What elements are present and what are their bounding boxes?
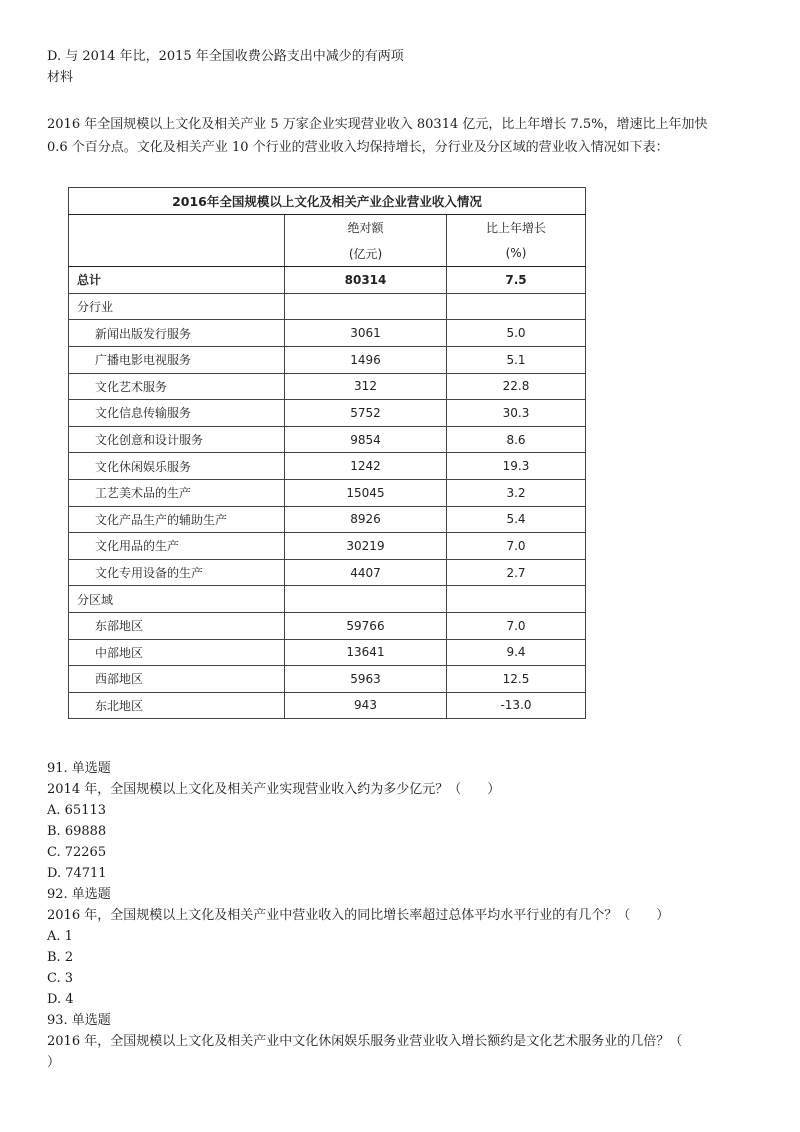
table-row (69, 559, 586, 586)
row-label: 文化信息传输服务 (69, 400, 285, 427)
row-value: 5752 (285, 400, 447, 427)
question-91-stem: 2014 年，全国规模以上文化及相关产业实现营业收入约为多少亿元？（ ） (47, 782, 501, 797)
table-row (69, 533, 586, 560)
row-value: 1496 (285, 346, 447, 373)
table-row-total (69, 267, 586, 294)
table-row (69, 479, 586, 506)
row-label: 东北地区 (69, 692, 285, 719)
row-label: 文化创意和设计服务 (69, 426, 285, 453)
section-label: 分区域 (69, 586, 285, 613)
table-row (69, 373, 586, 400)
row-growth: -13.0 (447, 692, 586, 719)
table-section-industry (69, 293, 586, 320)
intro-line-1: 2016 年全国规模以上文化及相关产业 5 万家企业实现营业收入 80314 亿元，比上年增长 7.5%，增速比上年加快 (47, 117, 708, 132)
row-growth: 2.7 (447, 559, 586, 586)
table-row (69, 666, 586, 693)
question-91-option-d[interactable]: D. 74711 (47, 866, 107, 881)
row-growth: 3.2 (447, 479, 586, 506)
question-93-number: 93. 单选题 (47, 1013, 111, 1028)
table-row (69, 426, 586, 453)
question-92-number: 92. 单选题 (47, 887, 111, 902)
table-row (69, 692, 586, 719)
header-absolute: 绝对额 (285, 215, 447, 241)
header-growth-unit: (%) (447, 241, 586, 267)
question-91-option-b[interactable]: B. 69888 (47, 824, 107, 839)
question-93-stem: 2016 年，全国规模以上文化及相关产业中文化休闲娱乐服务业营业收入增长额约是文化艺术服务业的几倍？（ (47, 1034, 683, 1049)
row-growth: 7.0 (447, 612, 586, 639)
row-label: 文化休闲娱乐服务 (69, 453, 285, 480)
row-growth: 19.3 (447, 453, 586, 480)
row-label: 文化艺术服务 (69, 373, 285, 400)
section-label: 分行业 (69, 293, 285, 320)
row-growth: 5.0 (447, 320, 586, 347)
table-section-region (69, 586, 586, 613)
row-value: 15045 (285, 479, 447, 506)
row-value: 59766 (285, 612, 447, 639)
question-92-stem: 2016 年，全国规模以上文化及相关产业中营业收入的同比增长率超过总体平均水平行业的有几个？（ ） (47, 908, 670, 923)
header-blank (69, 241, 285, 267)
previous-option-d: D. 与 2014 年比，2015 年全国收费公路支出中减少的有两项 (47, 49, 404, 64)
row-label: 东部地区 (69, 612, 285, 639)
table-row (69, 612, 586, 639)
row-label: 文化专用设备的生产 (69, 559, 285, 586)
question-92-option-b[interactable]: B. 2 (47, 950, 74, 965)
row-label: 广播电影电视服务 (69, 346, 285, 373)
question-92-option-a[interactable]: A. 1 (47, 929, 73, 944)
row-label: 总计 (69, 267, 285, 294)
row-label: 文化产品生产的辅助生产 (69, 506, 285, 533)
material-label: 材料 (47, 70, 74, 85)
row-growth: 7.0 (447, 533, 586, 560)
row-value: 943 (285, 692, 447, 719)
table-row (69, 346, 586, 373)
row-growth: 8.6 (447, 426, 586, 453)
row-value: 312 (285, 373, 447, 400)
row-value: 80314 (285, 267, 447, 294)
row-label: 新闻出版发行服务 (69, 320, 285, 347)
question-91-option-c[interactable]: C. 72265 (47, 845, 107, 860)
row-value: 30219 (285, 533, 447, 560)
table-row (69, 320, 586, 347)
header-absolute-unit: (亿元) (285, 241, 447, 267)
row-label: 工艺美术品的生产 (69, 479, 285, 506)
row-growth: 5.4 (447, 506, 586, 533)
row-value: 4407 (285, 559, 447, 586)
question-93-stem-cont: ） (47, 1055, 61, 1070)
row-label: 中部地区 (69, 639, 285, 666)
table-row (69, 453, 586, 480)
question-91-option-a[interactable]: A. 65113 (47, 803, 107, 818)
question-91-number: 91. 单选题 (47, 761, 111, 776)
row-value: 9854 (285, 426, 447, 453)
row-growth: 30.3 (447, 400, 586, 427)
table-row (69, 506, 586, 533)
table-row (69, 639, 586, 666)
question-92-option-d[interactable]: D. 4 (47, 992, 74, 1007)
row-label: 文化用品的生产 (69, 533, 285, 560)
intro-line-2: 0.6 个百分点。文化及相关产业 10 个行业的营业收入均保持增长，分行业及分区域的营业收入情况如下表： (47, 140, 669, 155)
row-value: 13641 (285, 639, 447, 666)
table-row (69, 400, 586, 427)
row-growth: 22.8 (447, 373, 586, 400)
row-growth: 9.4 (447, 639, 586, 666)
row-growth: 5.1 (447, 346, 586, 373)
table-title: 2016年全国规模以上文化及相关产业企业营业收入情况 (69, 188, 586, 215)
row-label: 西部地区 (69, 666, 285, 693)
question-92-option-c[interactable]: C. 3 (47, 971, 74, 986)
header-blank (69, 215, 285, 241)
revenue-table (68, 187, 586, 719)
header-growth: 比上年增长 (447, 215, 586, 241)
row-value: 3061 (285, 320, 447, 347)
row-value: 1242 (285, 453, 447, 480)
row-value: 8926 (285, 506, 447, 533)
row-growth: 12.5 (447, 666, 586, 693)
row-value: 5963 (285, 666, 447, 693)
row-growth: 7.5 (447, 267, 586, 294)
